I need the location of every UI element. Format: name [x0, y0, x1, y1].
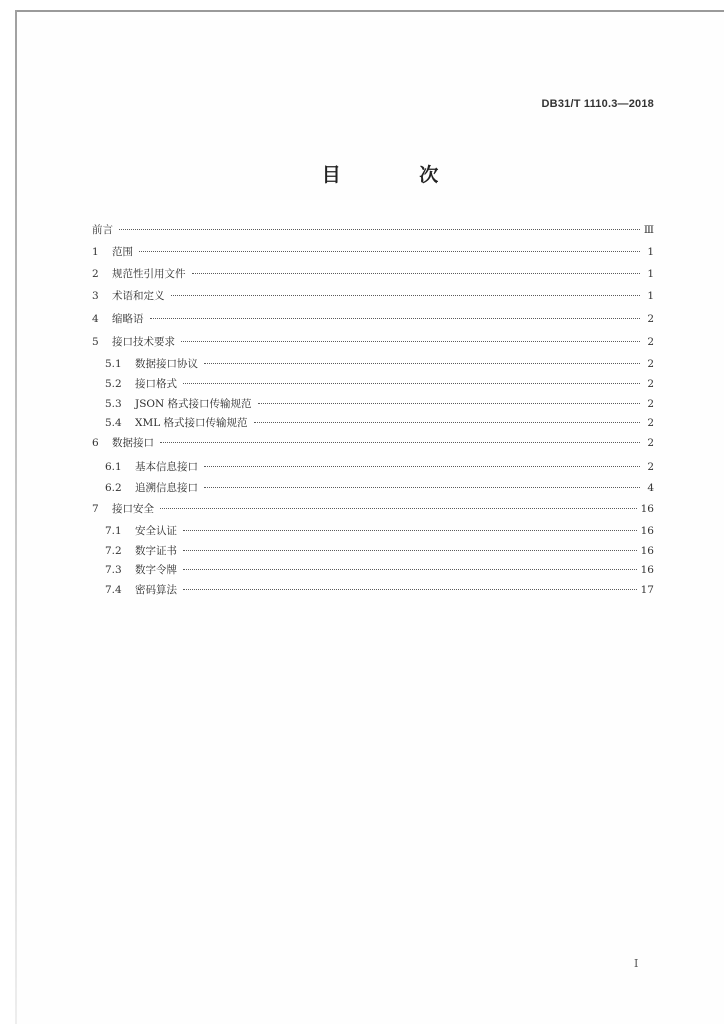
toc-entry-page: 2 [647, 417, 654, 429]
toc-entry[interactable] [92, 311, 654, 326]
toc-entry-number: 5.4 [105, 417, 122, 429]
toc-entry-number: 7.2 [105, 545, 122, 557]
toc-entry[interactable] [92, 562, 654, 577]
toc-entry[interactable] [92, 334, 654, 349]
toc-dot-leader [183, 569, 637, 570]
toc-dot-leader [160, 508, 637, 509]
toc-entry-label: 数据接口协议 [135, 358, 198, 370]
toc-entry-number: 5 [92, 336, 99, 348]
toc-dot-leader [150, 318, 641, 319]
toc-entry[interactable] [92, 222, 654, 237]
toc-dot-leader [258, 403, 640, 404]
toc-entry-number: 3 [92, 290, 99, 302]
toc-entry-label: 范围 [112, 246, 133, 258]
toc-entry-page: 2 [647, 461, 654, 473]
toc-entry-label: 接口格式 [135, 378, 177, 390]
toc-entry-page: 16 [640, 503, 654, 515]
toc-entry-page: 4 [647, 482, 654, 494]
toc-entry-label: 数据接口 [112, 437, 154, 449]
toc-entry-label: 前言 [92, 224, 113, 236]
toc-entry-number: 6.2 [105, 482, 122, 494]
toc-dot-leader [139, 251, 640, 252]
toc-entry-page: Ⅲ [643, 224, 654, 236]
toc-entry-page: 17 [640, 584, 654, 596]
toc-entry-number: 2 [92, 268, 99, 280]
toc-entry-number: 7.1 [105, 525, 122, 537]
toc-dot-leader [183, 383, 640, 384]
toc-entry[interactable] [92, 523, 654, 538]
toc-entry-number: 5.2 [105, 378, 122, 390]
toc-entry[interactable] [92, 396, 654, 411]
toc-entry-label: 缩略语 [112, 313, 144, 325]
toc-entry[interactable] [92, 244, 654, 259]
toc-entry-number: 5.3 [105, 398, 122, 410]
toc-entry[interactable] [92, 435, 654, 450]
toc-entry-label: 数字证书 [135, 545, 177, 557]
toc-entry-label: XML 格式接口传输规范 [135, 417, 248, 429]
toc-entry-number: 5.1 [105, 358, 122, 370]
toc-entry-number: 4 [92, 313, 99, 325]
toc-entry[interactable] [92, 582, 654, 597]
toc-entry-page: 16 [640, 525, 654, 537]
toc-entry-page: 1 [647, 246, 654, 258]
toc-entry[interactable] [92, 459, 654, 474]
toc-entry-page: 1 [647, 290, 654, 302]
toc-entry[interactable] [92, 288, 654, 303]
toc-dot-leader [204, 466, 640, 467]
toc-dot-leader [181, 341, 640, 342]
toc-entry-number: 7.3 [105, 564, 122, 576]
document-id: DB31/T 1110.3—2018 [541, 98, 654, 110]
toc-dot-leader [254, 422, 640, 423]
toc-entry[interactable] [92, 480, 654, 495]
toc-entry-label: 术语和定义 [112, 290, 165, 302]
toc-dot-leader [183, 589, 637, 590]
toc-entry-number: 6 [92, 437, 99, 449]
page-number: I [634, 957, 639, 970]
toc-entry-page: 2 [647, 336, 654, 348]
toc-entry-page: 16 [640, 545, 654, 557]
toc-entry-label: JSON 格式接口传输规范 [135, 398, 252, 410]
toc-dot-leader [183, 530, 637, 531]
toc-entry-page: 2 [647, 313, 654, 325]
toc-entry-page: 2 [647, 378, 654, 390]
toc-entry-label: 追溯信息接口 [135, 482, 198, 494]
toc-entry[interactable] [92, 266, 654, 281]
toc-entry-label: 密码算法 [135, 584, 177, 596]
toc-entry[interactable] [92, 376, 654, 391]
toc-entry-number: 7.4 [105, 584, 122, 596]
toc-entry[interactable] [92, 501, 654, 516]
toc-title: 目 次 [321, 164, 475, 186]
toc-dot-leader [160, 442, 640, 443]
toc-dot-leader [119, 229, 640, 230]
toc-entry-label: 接口技术要求 [112, 336, 175, 348]
toc-entry-label: 基本信息接口 [135, 461, 198, 473]
toc-entry-number: 1 [92, 246, 99, 258]
toc-entry-label: 接口安全 [112, 503, 154, 515]
toc-entry-page: 2 [647, 437, 654, 449]
toc-entry-label: 数字令牌 [135, 564, 177, 576]
toc-entry[interactable] [92, 415, 654, 430]
toc-dot-leader [171, 295, 641, 296]
toc-entry-page: 16 [640, 564, 654, 576]
toc-entry-number: 7 [92, 503, 99, 515]
toc-entry-page: 2 [647, 358, 654, 370]
toc-entry-page: 2 [647, 398, 654, 410]
toc-entry[interactable] [92, 543, 654, 558]
toc-entry-label: 规范性引用文件 [112, 268, 186, 280]
toc-dot-leader [204, 487, 640, 488]
toc-entry[interactable] [92, 356, 654, 371]
toc-dot-leader [183, 550, 637, 551]
toc-dot-leader [192, 273, 641, 274]
toc-entry-page: 1 [647, 268, 654, 280]
toc-entry-number: 6.1 [105, 461, 122, 473]
toc-dot-leader [204, 363, 640, 364]
toc-entry-label: 安全认证 [135, 525, 177, 537]
